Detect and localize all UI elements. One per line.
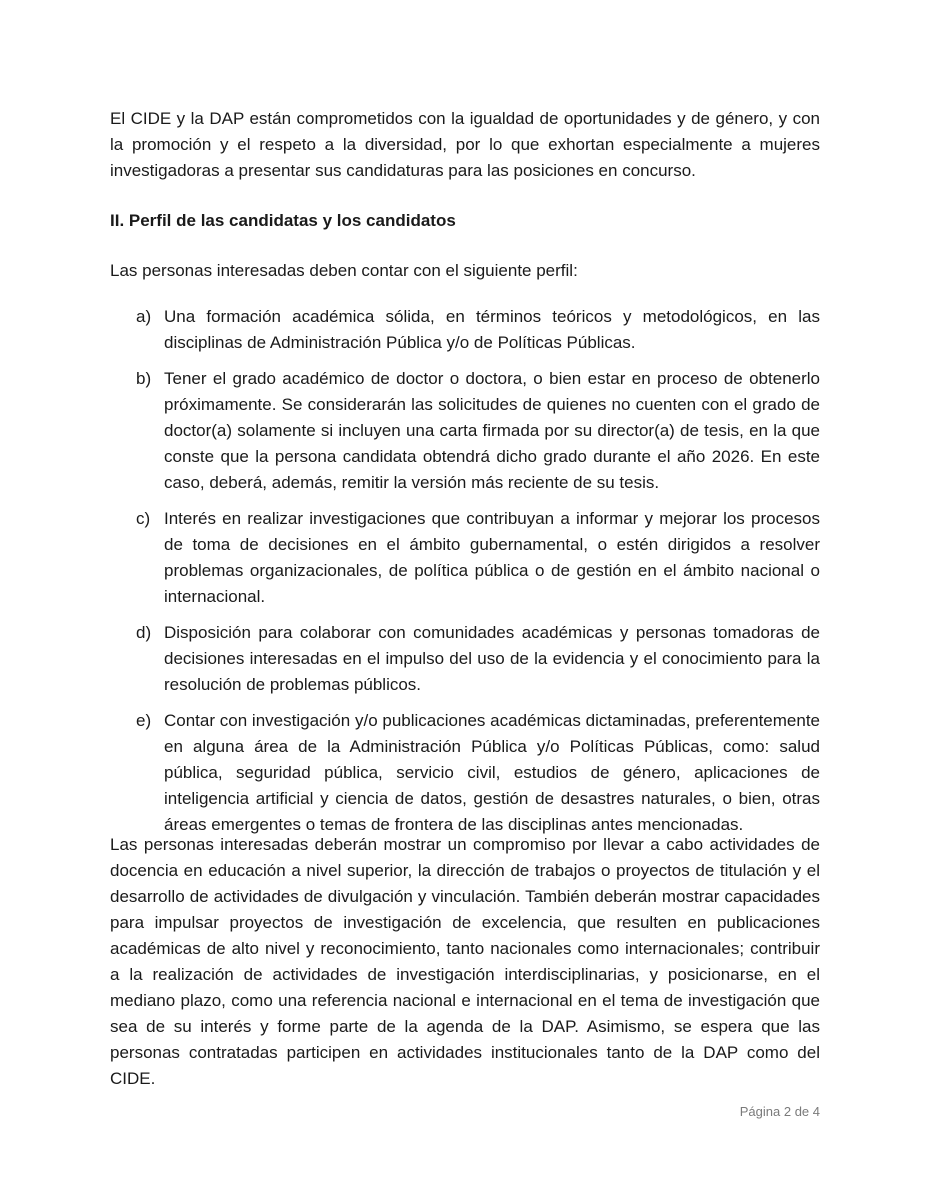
list-marker: e) <box>136 711 152 730</box>
page-number: Página 2 de 4 <box>739 1104 820 1119</box>
profile-list <box>110 304 820 848</box>
list-item-text: Interés en realizar investigaciones que contribuyan a informar y mejorar los procesos de toma de decisiones en el ámbito gubernamental, o estén dirigidos a resolver problemas organizacionales, de política pública o de gestión en el ámbito nacional o internacional. <box>164 509 820 606</box>
profile-intro: Las personas interesadas deben contar con el siguiente perfil: <box>110 261 578 280</box>
list-marker: c) <box>136 509 151 528</box>
section-heading: II. Perfil de las candidatas y los candidatos <box>110 211 456 230</box>
list-marker: d) <box>136 623 152 642</box>
list-item <box>110 304 820 356</box>
list-item <box>110 620 820 698</box>
list-item-text: Tener el grado académico de doctor o doctora, o bien estar en proceso de obtenerlo próximamente. Se considerarán las solicitudes de quienes no cuenten con el grado de doctor(a) solamente si incluyen una carta firmada por su director(a) de tesis, en la que conste que la persona candidata obtendrá dicho grado durante el año 2026. En este caso, deberá, además, remitir la versión más reciente de su tesis. <box>164 369 820 492</box>
list-item <box>110 708 820 838</box>
list-item <box>110 366 820 496</box>
list-item-text: Contar con investigación y/o publicaciones académicas dictaminadas, preferentemente en alguna área de la Administración Pública y/o Políticas Públicas, como: salud pública, seguridad pública, servicio civil, estudios de género, aplicaciones de inteligencia artificial y ciencia de datos, gestión de desastres naturales, o bien, otras áreas emergentes o temas de frontera de las disciplinas antes mencionadas. <box>164 711 820 834</box>
list-marker: b) <box>136 369 152 388</box>
list-item-text: Una formación académica sólida, en términos teóricos y metodológicos, en las disciplinas de Administración Pública y/o de Políticas Públicas. <box>164 307 820 352</box>
commitment-paragraph: Las personas interesadas deberán mostrar un compromiso por llevar a cabo actividades de docencia en educación a nivel superior, la dirección de trabajos o proyectos de titulación y el desarrollo de actividades de divulgación y vinculación. También deberán mostrar capacidades para impulsar proyectos de investigación de excelencia, que resulten en publicaciones académicas de alto nivel y reconocimiento, tanto nacionales como internacionales; contribuir a la realización de actividades de investigación interdisciplinarias, y posicionarse, en el mediano plazo, como una referencia nacional e internacional en el tema de investigación que sea de su interés y forme parte de la agenda de la DAP. Asimismo, se espera que las personas contratadas participen en actividades institucionales tanto de la DAP como del CIDE. <box>110 835 820 1088</box>
list-item-text: Disposición para colaborar con comunidades académicas y personas tomadoras de decisiones interesadas en el impulso del uso de la evidencia y el conocimiento para la resolución de problemas públicos. <box>164 623 820 694</box>
diversity-paragraph: El CIDE y la DAP están comprometidos con la igualdad de oportunidades y de género, y con la promoción y el respeto a la diversidad, por lo que exhortan especialmente a mujeres investigadoras a presentar sus candidaturas para las posiciones en concurso. <box>110 109 820 180</box>
list-item <box>110 506 820 610</box>
list-marker: a) <box>136 307 152 326</box>
